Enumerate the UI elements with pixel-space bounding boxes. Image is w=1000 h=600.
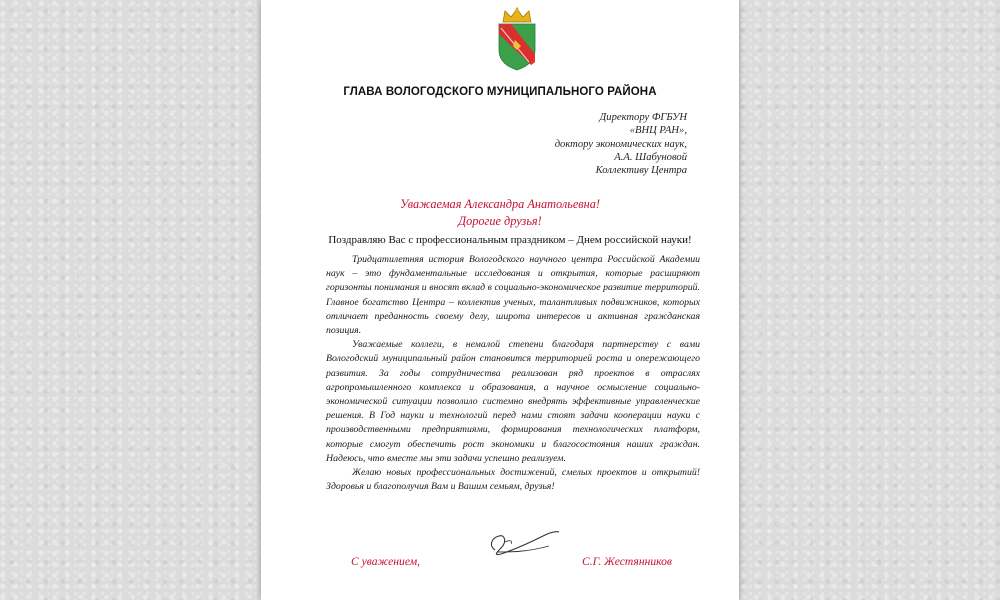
crest-icon [491,6,543,72]
addressee-line: доктору экономических наук, [554,138,687,150]
letter-body [326,253,700,494]
addressee-line: Коллективу Центра [595,165,687,177]
addressee-line: А.А. Шабуновой [614,151,687,163]
addressee-line: Директору ФГБУН [599,112,687,123]
letter-page [261,0,739,600]
body-paragraph: Тридцатилетняя история Вологодского научного центра Российской Академии наук – это фундаментальные исследования и открытия, которые расширяют горизонты понимания и вносят вклад в социально-экономическое развитие территорий. Главное богатство Центра – коллектив ученых, талантливых подвижников, которых отличает преданность своему делу, широта интересов и активная гражданская позиция. [326,254,700,337]
body-paragraph: Уважаемые коллеги, в немалой степени благодаря партнерству с вами Вологодский муниципальный район становится территорией роста и опережающего развития. За годы сотрудничества реализован ряд проектов в отраслях агропромышленного комплекса и образования, а научное осмысление социально-экономической ситуации позволило системно внедрять эффективные управленческие решения. В Год науки и технологий перед нами стоят задачи кооперации науки с производственными предприятиями, формирования технологических платформ, которые смогут обеспечить рост экономики и благосостояния наших граждан. Надеюсь, что вместе мы эти задачи успешно реализуем. [326,339,700,464]
body-paragraph: Желаю новых профессиональных достижений, смелых проектов и открытий! Здоровья и благополучия Вам и Вашим семьям, друзья! [326,467,700,493]
handwritten-signature [483,522,563,562]
greeting-line-1: Уважаемая Александра Анатольевна! [400,197,600,211]
letter-heading: ГЛАВА ВОЛОГОДСКОГО МУНИЦИПАЛЬНОГО РАЙОНА [343,86,657,98]
regards-text: С уважением, [351,555,421,568]
addressee-block [555,111,687,177]
addressee-line: «ВНЦ РАН», [629,125,687,137]
signatory-name: С.Г. Жестянников [582,555,672,568]
greeting-line-2: Дорогие друзья! [458,214,542,228]
congrats-line: Поздравляю Вас с профессиональным праздником – Днем российской науки! [328,234,692,246]
